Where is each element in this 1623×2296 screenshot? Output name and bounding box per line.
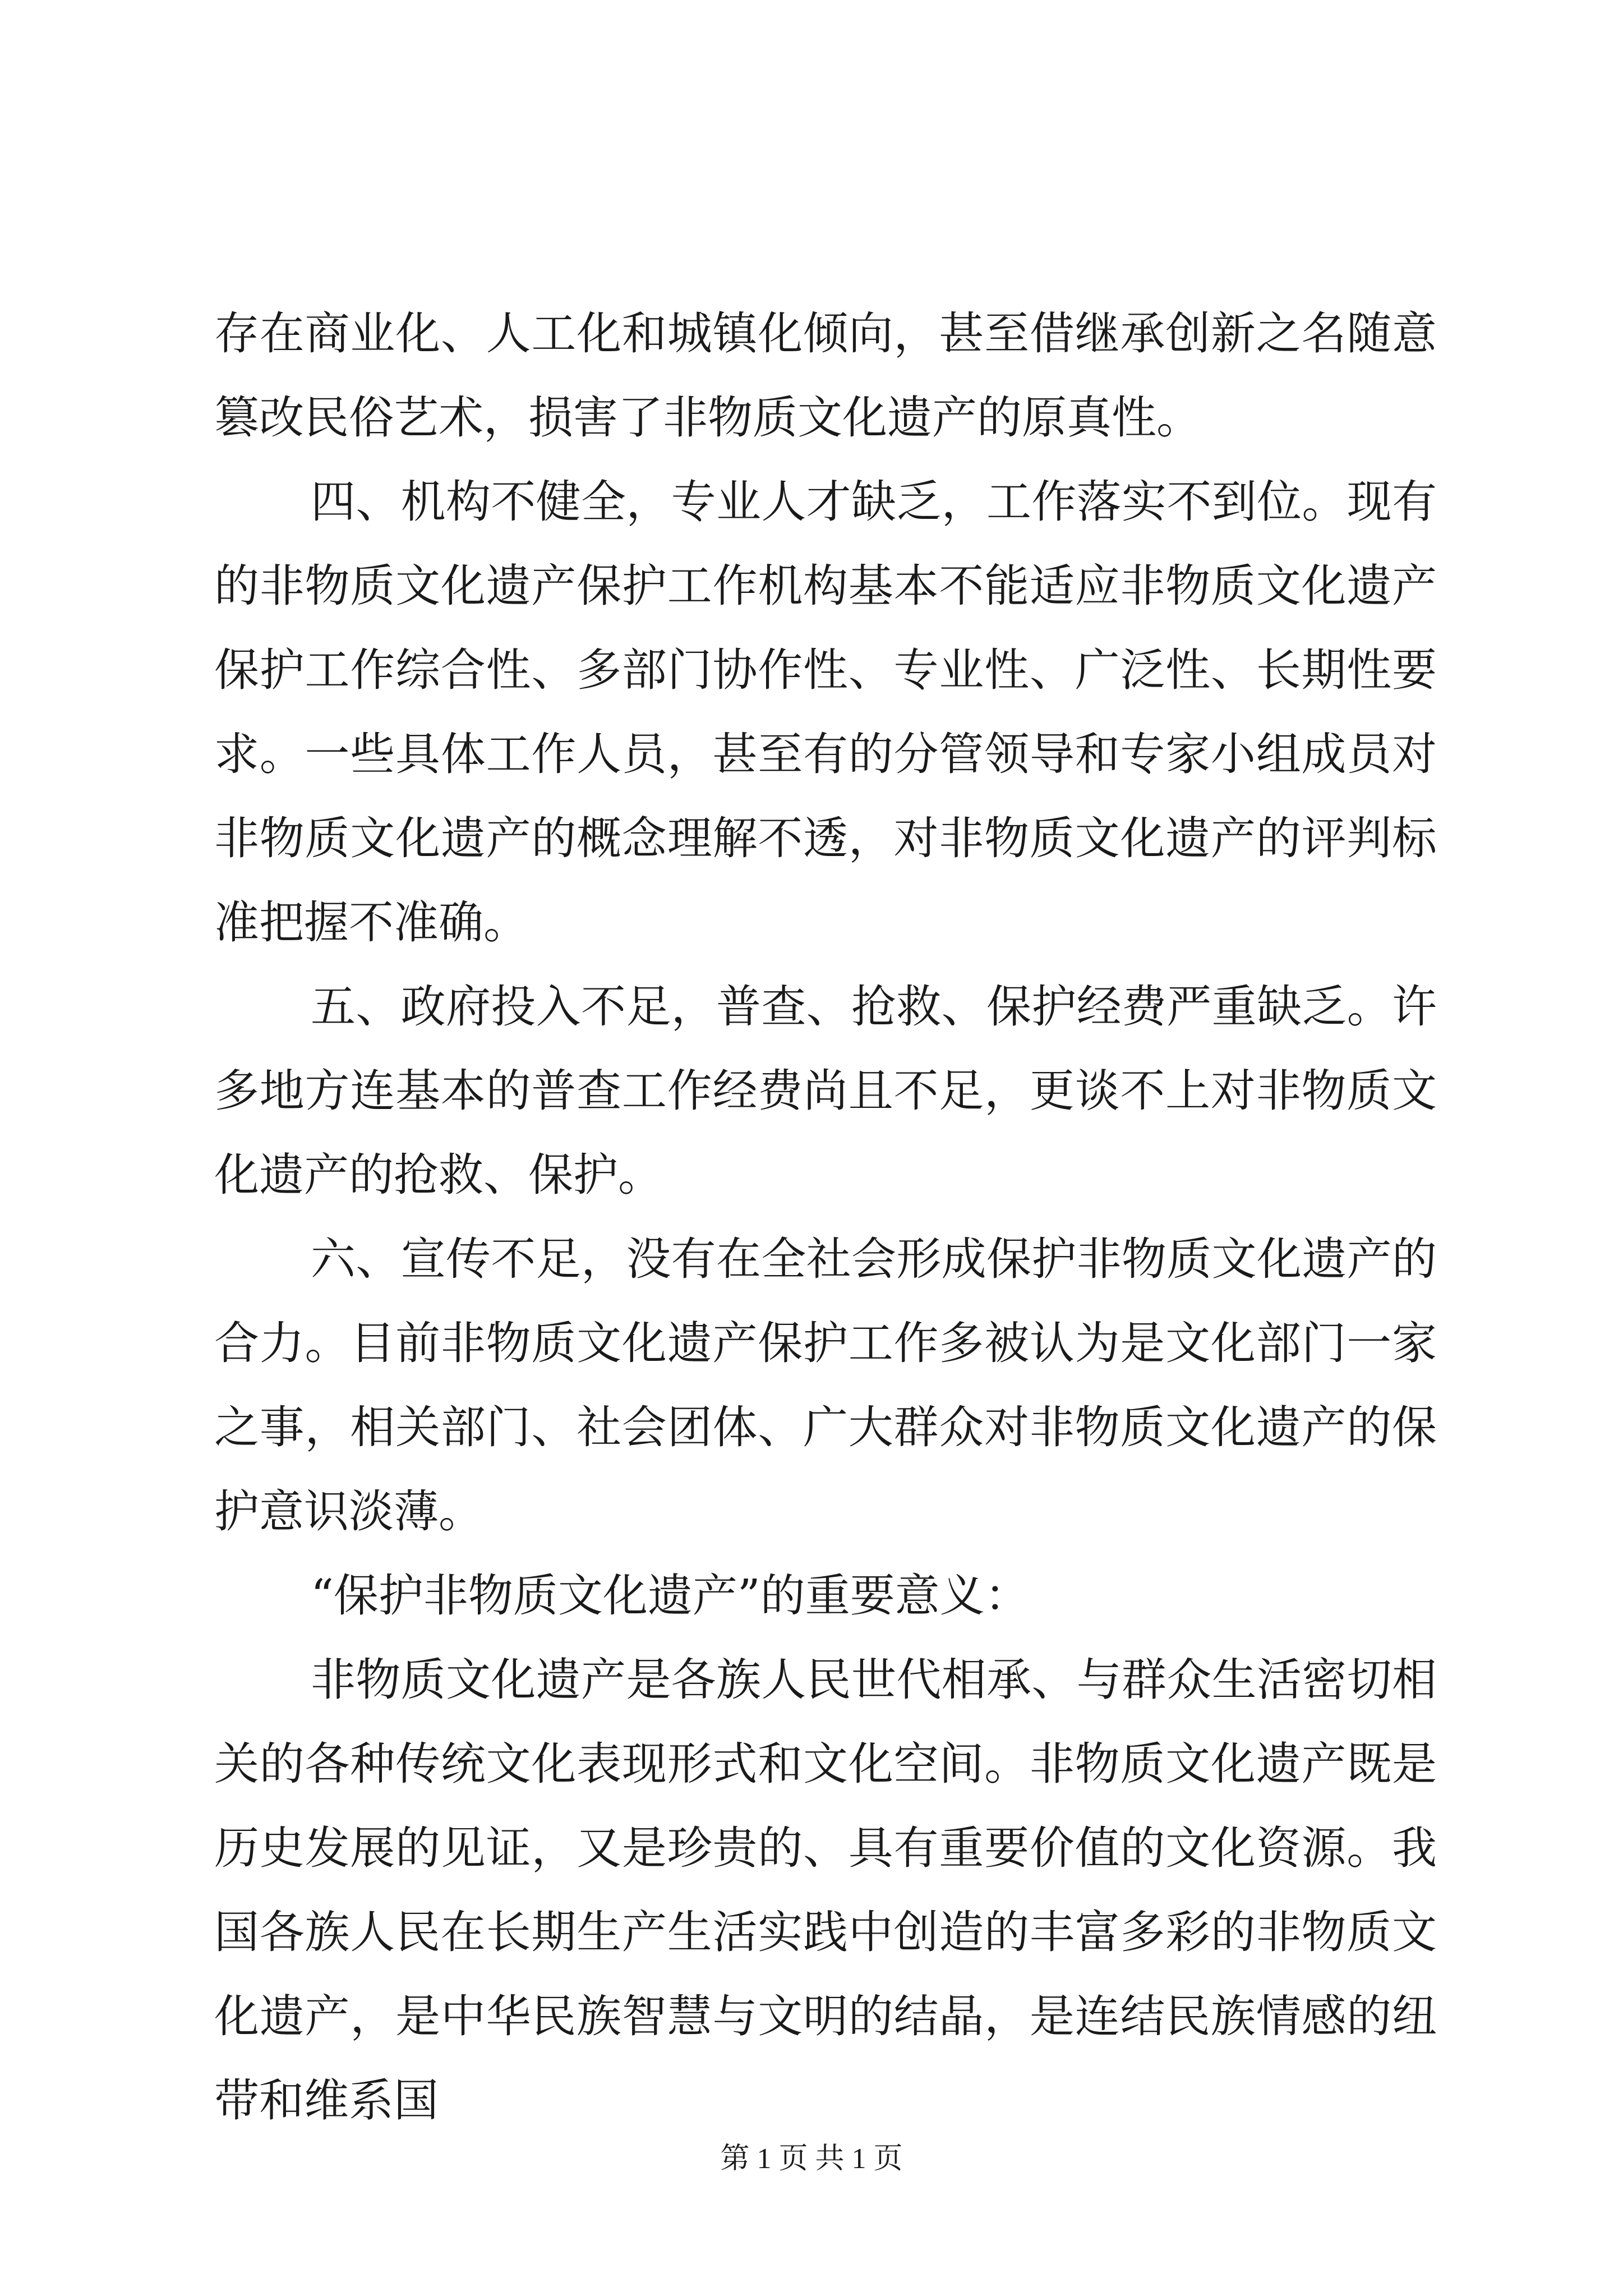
- document-body: [214, 292, 1437, 2143]
- paragraph: 六、宣传不足，没有在全社会形成保护非物质文化遗产的合力。目前非物质文化遗产保护工作多被认为是文化部门一家之事，相关部门、社会团体、广大群众对非物质文化遗产的保护意识淡薄。: [214, 1233, 1437, 1538]
- paragraph: 非物质文化遗产是各族人民世代相承、与群众生活密切相关的各种传统文化表现形式和文化空间。非物质文化遗产既是历史发展的见证，又是珍贵的、具有重要价值的文化资源。我国各族人民在长期生产生活实践中创造的丰富多彩的非物质文化遗产，是中华民族智慧与文明的结晶，是连结民族情感的纽带和维系国: [214, 1654, 1437, 2127]
- paragraph: 存在商业化、人工化和城镇化倾向，甚至借继承创新之名随意篡改民俗艺术，损害了非物质文化遗产的原真性。: [214, 307, 1437, 444]
- section-heading: “保护非物质文化遗产”的重要意义：: [311, 1570, 1030, 1622]
- paragraph: 五、政府投入不足，普查、抢救、保护经费严重缺乏。许多地方连基本的普查工作经费尚且不足，更谈不上对非物质文化遗产的抢救、保护。: [214, 981, 1437, 1201]
- paragraph: 四、机构不健全，专业人才缺乏，工作落实不到位。现有的非物质文化遗产保护工作机构基本不能适应非物质文化遗产保护工作综合性、多部门协作性、专业性、广泛性、长期性要求。一些具体工作人员，甚至有的分管领导和专家小组成员对非物质文化遗产的概念理解不透，对非物质文化遗产的评判标准把握不准确。: [214, 476, 1437, 949]
- page-footer: 第 1 页 共 1 页: [720, 2143, 903, 2175]
